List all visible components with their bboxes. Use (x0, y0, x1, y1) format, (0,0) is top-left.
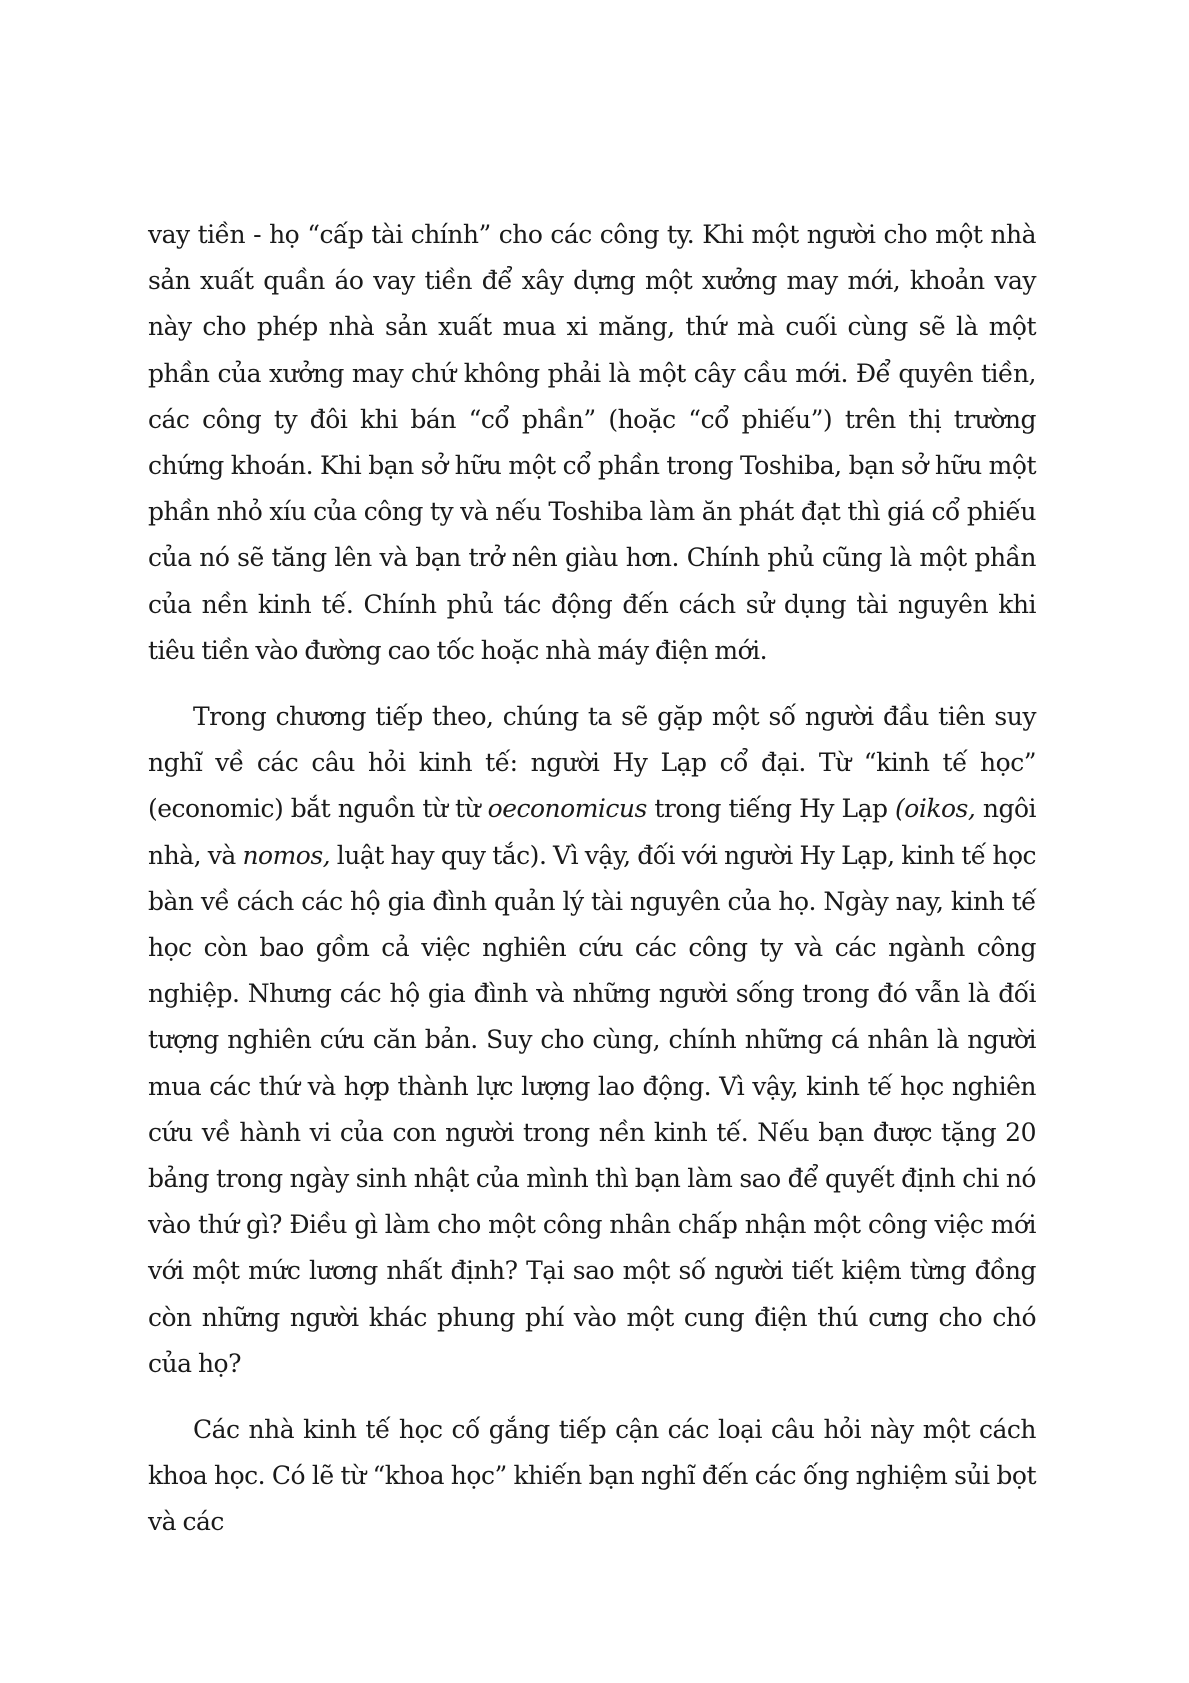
paragraph-2-text-2: trong tiếng Hy Lạp (646, 794, 896, 824)
paragraph-3-text: Các nhà kinh tế học cố gắng tiếp cận các loại câu hỏi này một cách khoa học. Có lẽ từ “khoa học” khiến bạn nghĩ đến các ống nghiệm sủi bọt và các (148, 1415, 1036, 1537)
term-oikos: (oikos, (895, 794, 976, 824)
paragraph-3 (148, 1407, 1036, 1546)
body-text (148, 212, 1036, 1546)
paragraph-2-text-1: Trong chương tiếp theo, chúng ta sẽ gặp một số người đầu tiên suy nghĩ về các câu hỏi kinh tế: người Hy Lạp cổ đại. Từ “kinh tế học” (economic) bắt nguồn từ từ (148, 702, 1036, 824)
paragraph-2-text-4: luật hay quy tắc). Vì vậy, đối với người Hy Lạp, kinh tế học bàn về cách các hộ gia đình quản lý tài nguyên của họ. Ngày nay, kinh tế học còn bao gồm cả việc nghiên cứu các công ty và các ngành công nghiệp. Nhưng các hộ gia đình và những người sống trong đó vẫn là đối tượng nghiên cứu căn bản. Suy cho cùng, chính những cá nhân là người mua các thứ và hợp thành lực lượng lao động. Vì vậy, kinh tế học nghiên cứu về hành vi của con người trong nền kinh tế. Nếu bạn được tặng 20 bảng trong ngày sinh nhật của mình thì bạn làm sao để quyết định chi nó vào thứ gì? Điều gì làm cho một công nhân chấp nhận một công việc mới với một mức lương nhất định? Tại sao một số người tiết kiệm từng đồng còn những người khác phung phí vào một cung điện thú cưng cho chó của họ? (148, 840, 1036, 1378)
paragraph-2 (148, 694, 1036, 1387)
paragraph-2-text-3: ngôi nhà, và (148, 794, 1036, 870)
paragraph-1-text: vay tiền - họ “cấp tài chính” cho các công ty. Khi một người cho một nhà sản xuất quần áo vay tiền để xây dựng một xưởng may mới, khoản vay này cho phép nhà sản xuất mua xi măng, thứ mà cuối cùng sẽ là một phần của xưởng may chứ không phải là một cây cầu mới. Để quyên tiền, các công ty đôi khi bán “cổ phần” (hoặc “cổ phiếu”) trên thị trường chứng khoán. Khi bạn sở hữu một cổ phần trong Toshiba, bạn sở hữu một phần nhỏ xíu của công ty và nếu Toshiba làm ăn phát đạt thì giá cổ phiếu của nó sẽ tăng lên và bạn trở nên giàu hơn. Chính phủ cũng là một phần của nền kinh tế. Chính phủ tác động đến cách sử dụng tài nguyên khi tiêu tiền vào đường cao tốc hoặc nhà máy điện mới. (148, 220, 1036, 665)
term-nomos: nomos, (242, 840, 331, 870)
term-oeconomicus: oeconomicus (487, 794, 647, 824)
paragraph-1 (148, 212, 1036, 674)
